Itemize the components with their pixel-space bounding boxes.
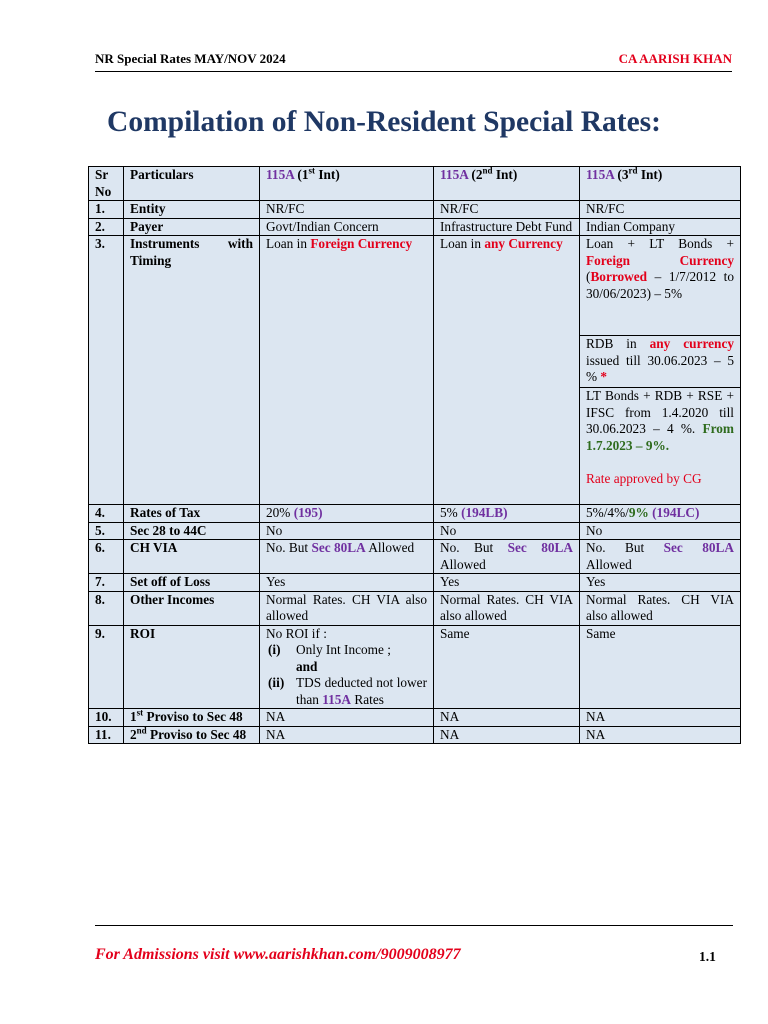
footer-divider — [95, 925, 733, 926]
header-col3: 115A (3rd Int) — [580, 167, 741, 201]
page-title: Compilation of Non-Resident Special Rates: — [107, 106, 661, 138]
page-number: 1.1 — [699, 949, 716, 964]
table-row: 6. CH VIA No. But Sec 80LA Allowed No. But Sec 80LA Allowed No. But Sec 80LA Allowed — [89, 540, 741, 574]
table-row: 11. 2nd Proviso to Sec 48 NA NA NA — [89, 726, 741, 744]
instruments-col3: Loan + LT Bonds + Foreign Currency (Borrowed – 1/7/2012 to 30/06/2023) – 5% RDB in any currency issued till 30.06.2023 – 5 % * LT Bonds + RDB + RSE + IFSC from 1.4.2020 till 30.06.2023 – 4 %. From 1.7.2023 – 9%. Rate approved by CG — [580, 236, 741, 505]
table-row: 10. 1st Proviso to Sec 48 NA NA NA — [89, 709, 741, 727]
table-row: 3. Instruments with Timing Loan in Foreign Currency Loan in any Currency Loan + LT Bonds + Foreign Currency (Borrowed – 1/7/2012 to 30/06/2023) – 5% RDB in any currency issued till 30.06.2023 – 5 % * LT Bonds + RDB + RSE + IFSC from 1.4.2020 till 30.06.2023 – 4 %. From 1.7.2023 – 9%. Rate approved by CG — [89, 236, 741, 505]
header-col2: 115A (2nd Int) — [434, 167, 580, 201]
table-row: 9. ROI No ROI if : (i) Only Int Income ; and (ii) TDS deducted not lower than 115A Rates Same Same — [89, 625, 741, 709]
header-particulars: Particulars — [124, 167, 260, 201]
footer-admissions-link[interactable]: For Admissions visit www.aarishkhan.com/9009008977 — [95, 946, 461, 963]
header-sr: Sr No — [89, 167, 124, 201]
instruments-col2: Loan in any Currency — [434, 236, 580, 505]
table-row: 2. Payer Govt/Indian Concern Infrastructure Debt Fund Indian Company — [89, 218, 741, 236]
roi-conditions: No ROI if : (i) Only Int Income ; and (ii) TDS deducted not lower than 115A Rates — [260, 625, 434, 709]
header-author: CA AARISH KHAN — [618, 51, 732, 66]
table-row: 7. Set off of Loss Yes Yes Yes — [89, 574, 741, 592]
header-col1: 115A (1st Int) — [260, 167, 434, 201]
instruments-col1: Loan in Foreign Currency — [260, 236, 434, 505]
table-row: 5. Sec 28 to 44C No No No — [89, 522, 741, 540]
table-row: 8. Other Incomes Normal Rates. CH VIA also allowed Normal Rates. CH VIA also allowed Normal Rates. CH VIA also allowed — [89, 591, 741, 625]
table-row: 1. Entity NR/FC NR/FC NR/FC — [89, 201, 741, 219]
table-header-row — [89, 167, 741, 201]
rates-table — [88, 166, 741, 744]
header-left: NR Special Rates MAY/NOV 2024 — [95, 51, 286, 66]
page-header — [95, 51, 732, 72]
table-row: 4. Rates of Tax 20% (195) 5% (194LB) 5%/4%/9% (194LC) — [89, 505, 741, 523]
